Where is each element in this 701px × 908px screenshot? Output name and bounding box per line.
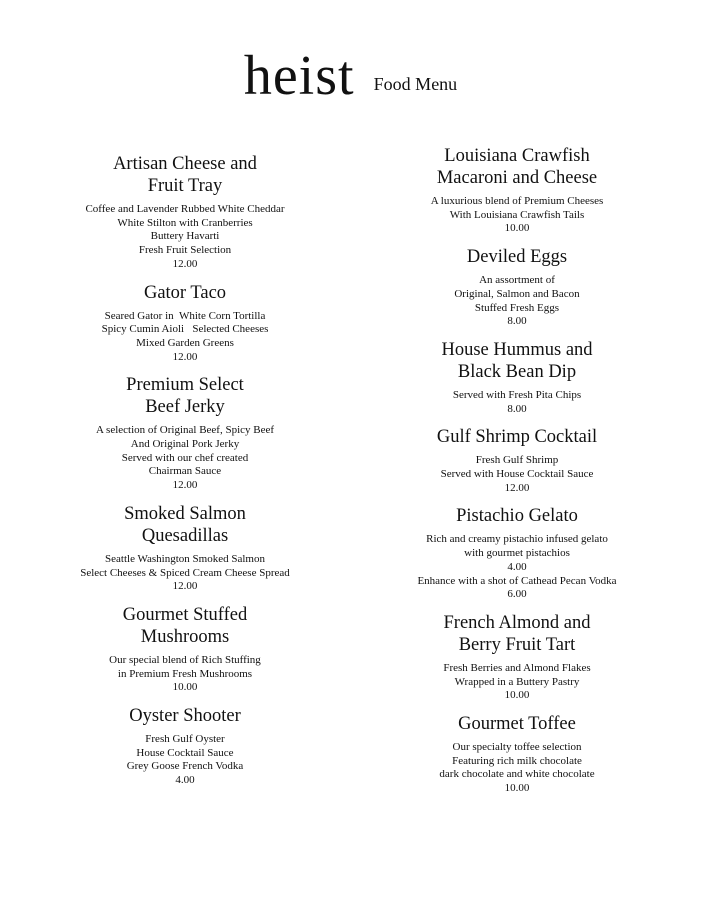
menu-item-description-line: Served with House Cocktail Sauce — [440, 468, 594, 481]
menu-item-description-line: 10.00 — [504, 782, 530, 795]
menu-item-title: Pistachio Gelato — [456, 506, 578, 527]
menu-item — [40, 282, 330, 365]
menu-item-description-line: Stuffed Fresh Eggs — [474, 301, 560, 314]
menu-item-description-line: 4.00 — [507, 560, 527, 573]
menu-item-description-line: White Stilton with Cranberries — [117, 216, 253, 229]
menu-item-description-line: 12.00 — [172, 479, 198, 492]
menu-item — [386, 505, 648, 602]
menu-item — [40, 374, 330, 493]
left-menu-column — [40, 153, 330, 798]
menu-item-title: Gourmet Toffee — [458, 714, 576, 735]
menu-item-description-line: 10.00 — [504, 222, 530, 235]
menu-item-description-line: Enhance with a shot of Cathead Pecan Vodka — [417, 574, 617, 587]
menu-item-description-line: Fresh Gulf Shrimp — [475, 454, 559, 467]
menu-item-description-line: 8.00 — [507, 315, 527, 328]
menu-item-description-line: 4.00 — [175, 774, 195, 787]
menu-item-description-line: Seattle Washington Smoked Salmon — [105, 552, 265, 565]
menu-item-title: Premium Select Beef Jerky — [126, 375, 244, 418]
menu-item — [386, 612, 648, 703]
menu-item-description-line: Seared Gator in White Corn Tortilla — [104, 309, 266, 322]
menu-item-description-line: 12.00 — [172, 350, 198, 363]
menu-item-description-line: With Louisiana Crawfish Tails — [449, 208, 585, 221]
menu-item-description-line: Wrapped in a Buttery Pastry — [454, 675, 580, 688]
menu-item-description-line: 10.00 — [172, 681, 198, 694]
menu-item-description-line: 12.00 — [504, 481, 530, 494]
menu-item-title: House Hummus and Black Bean Dip — [441, 339, 593, 382]
menu-item-title: French Almond and Berry Fruit Tart — [443, 612, 591, 655]
menu-item-description-line: A luxurious blend of Premium Cheeses — [430, 195, 604, 207]
menu-item-description-line: Buttery Havarti — [150, 230, 220, 243]
menu-item-description-line: A selection of Original Beef, Spicy Beef — [95, 424, 275, 437]
menu-item-description-line: House Cocktail Sauce — [136, 746, 234, 759]
menu-item-description-line: with gourmet pistachios — [464, 547, 570, 560]
menu-subtitle: Food Menu — [373, 74, 458, 94]
menu-item-description-line: Our specialty toffee selection — [452, 741, 582, 754]
menu-item-description-line: Fresh Fruit Selection — [138, 244, 232, 257]
menu-item-description-line: Original, Salmon and Bacon — [454, 287, 580, 300]
menu-item-title: Louisiana Crawfish Macaroni and Cheese — [436, 146, 598, 188]
menu-item — [40, 705, 330, 788]
menu-item — [386, 339, 648, 416]
menu-item-description-line: Our special blend of Rich Stuffing — [109, 653, 261, 666]
menu-item-title: Oyster Shooter — [129, 706, 241, 727]
menu-item — [386, 713, 648, 796]
menu-item-description-line: Coffee and Lavender Rubbed White Cheddar — [85, 203, 285, 215]
menu-item — [386, 426, 648, 495]
menu-item — [40, 604, 330, 695]
menu-item-title: Gator Taco — [143, 282, 227, 303]
menu-item-description-line: Served with Fresh Pita Chips — [452, 388, 582, 401]
menu-item-description-line: Spicy Cumin Aioli Selected Cheeses — [101, 323, 269, 336]
menu-item-title: Gourmet Stuffed Mushrooms — [122, 604, 248, 647]
menu-item — [386, 246, 648, 329]
menu-item-description-line: Chairman Sauce — [148, 465, 222, 478]
menu-item — [386, 145, 648, 236]
menu-item-description-line: in Premium Fresh Mushrooms — [117, 667, 253, 680]
menu-item — [40, 503, 330, 594]
menu-item-description-line: Fresh Berries and Almond Flakes — [443, 661, 591, 674]
right-menu-column — [386, 145, 648, 806]
menu-item-description-line: dark chocolate and white chocolate — [439, 768, 595, 781]
menu-item-description-line: 10.00 — [504, 689, 530, 702]
menu-item-description-line: Fresh Gulf Oyster — [145, 733, 225, 746]
menu-item-title: Smoked Salmon Quesadillas — [124, 503, 246, 546]
menu-header — [0, 45, 701, 107]
menu-item-title: Deviled Eggs — [466, 247, 568, 268]
brand-title: heist — [243, 45, 355, 107]
menu-item — [40, 153, 330, 272]
menu-item-description-line: Served with our chef created — [121, 451, 249, 464]
menu-item-description-line: Rich and creamy pistachio infused gelato — [426, 533, 608, 546]
menu-item-description-line: An assortment of — [479, 274, 555, 287]
menu-item-description-line: 6.00 — [507, 588, 527, 601]
menu-item-description-line: Mixed Garden Greens — [136, 336, 234, 349]
menu-item-description-line: And Original Pork Jerky — [130, 438, 240, 451]
menu-item-description-line: 12.00 — [172, 257, 198, 270]
menu-item-description-line: 8.00 — [507, 402, 527, 415]
menu-item-title: Gulf Shrimp Cocktail — [436, 427, 598, 448]
menu-item-title: Artisan Cheese and Fruit Tray — [113, 154, 257, 196]
menu-item-description-line: Grey Goose French Vodka — [126, 760, 244, 773]
menu-item-description-line: Select Cheeses & Spiced Cream Cheese Spread — [80, 566, 290, 579]
menu-item-description-line: Featuring rich milk chocolate — [452, 754, 582, 767]
menu-item-description-line: 12.00 — [172, 580, 198, 593]
